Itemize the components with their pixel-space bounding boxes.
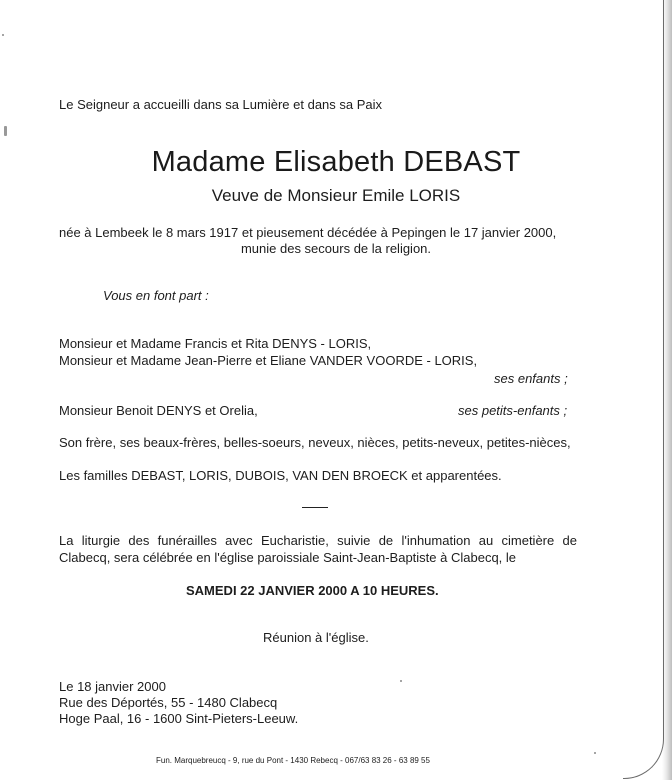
grandchildren-role: ses petits-enfants ;: [458, 403, 568, 418]
paper-edge-line: [663, 0, 664, 735]
announcement-intro: Vous en font part :: [103, 288, 209, 303]
widow-line: Veuve de Monsieur Emile LORIS: [211, 186, 461, 205]
scan-speck: [594, 752, 596, 754]
scan-mark: [4, 126, 7, 136]
child-line-2: Monsieur et Madame Jean-Pierre et Eliane VANDER VOORDE - LORIS,: [59, 353, 478, 368]
reunion-line: Réunion à l'église.: [263, 630, 369, 645]
children-role: ses enfants ;: [494, 371, 568, 386]
scan-speck: [2, 34, 4, 36]
families-line: Les familles DEBAST, LORIS, DUBOIS, VAN DEN BROECK et apparentées.: [59, 468, 502, 483]
address-line-2: Hoge Paal, 16 - 1600 Sint-Pieters-Leeuw.: [59, 711, 299, 726]
letter-date: Le 18 janvier 2000: [59, 679, 166, 694]
scan-speck: [400, 680, 402, 682]
address-line-1: Rue des Déportés, 55 - 1480 Clabecq: [59, 695, 278, 710]
opening-line: Le Seigneur a accueilli dans sa Lumière et dans sa Paix: [59, 97, 383, 112]
liturgy-paragraph: La liturgie des funérailles avec Eucharistie, suivie de l'inhumation au cimetière de Clabecq, sera célébrée en l'église paroissiale Saint-Jean-Baptiste à Clabecq, le: [59, 533, 577, 565]
funeral-home-footer: Fun. Marquebreucq - 9, rue du Pont - 1430 Rebecq - 067/63 83 26 - 63 89 55: [156, 756, 430, 765]
funeral-date-time: SAMEDI 22 JANVIER 2000 A 10 HEURES.: [186, 583, 439, 598]
birth-death-line: née à Lembeek le 8 mars 1917 et pieusement décédée à Pepingen le 17 janvier 2000,: [59, 225, 557, 240]
paper-edge-curl: [623, 720, 664, 779]
section-divider: [302, 507, 328, 508]
child-line-1: Monsieur et Madame Francis et Rita DENYS - LORIS,: [59, 336, 372, 351]
siblings-line: Son frère, ses beaux-frères, belles-soeurs, neveux, nièces, petits-neveux, petites-nièces,: [59, 435, 571, 450]
deceased-name: Madame Elisabeth DEBAST: [151, 146, 521, 178]
grandchild-line: Monsieur Benoit DENYS et Orelia,: [59, 403, 258, 418]
sacraments-line: munie des secours de la religion.: [240, 241, 432, 256]
